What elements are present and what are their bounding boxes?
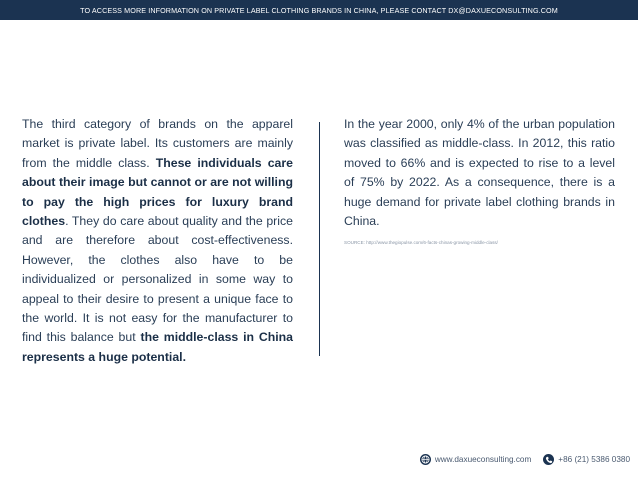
banner-text: TO ACCESS MORE INFORMATION ON PRIVATE LABEL CLOTHING BRANDS IN CHINA, PLEASE CONTACT DX@DAXUECONSULTING.COM [80,5,558,15]
globe-icon [420,454,431,465]
source-link[interactable]: SOURCE: http://www.thegiopulse.com/6-facts-chinas-growing-middle-class/ [344,240,498,246]
left-bold-text-1: These individuals care about their image but cannot or are not willing to pay the high prices for luxury brand clothes [22,155,293,229]
left-paragraph [22,115,293,367]
top-banner [0,0,638,20]
right-paragraph: In the year 2000, only 4% of the urban population was classified as middle-class. In 2012, this ratio moved to 66% and is expected to rise to a level of 75% by 2022. As a consequence, there is a huge demand for private label clothing brands in China. [344,117,615,229]
left-bold-text-2: the middle-class in China represents a huge potential. [22,330,294,364]
phone-icon [543,454,554,465]
footer-contact [420,454,630,465]
column-divider [319,122,320,356]
website-link[interactable]: www.daxueconsulting.com [434,455,532,464]
left-intro-text: The third category of brands on the apparel market is private label. Its customers are mainly from the middle class. [22,117,293,170]
right-column [344,115,615,246]
left-column [22,115,293,367]
left-middle-text: . They do care about quality and the price and are therefore about cost-effectiveness. However, the clothes also have to be individualized or personalized in some way to appeal to their desire to present a unique face to the world. It is not easy for the manufacturer to find this balance but [22,214,293,345]
phone-number[interactable]: +86 (21) 5386 0380 [558,455,630,464]
